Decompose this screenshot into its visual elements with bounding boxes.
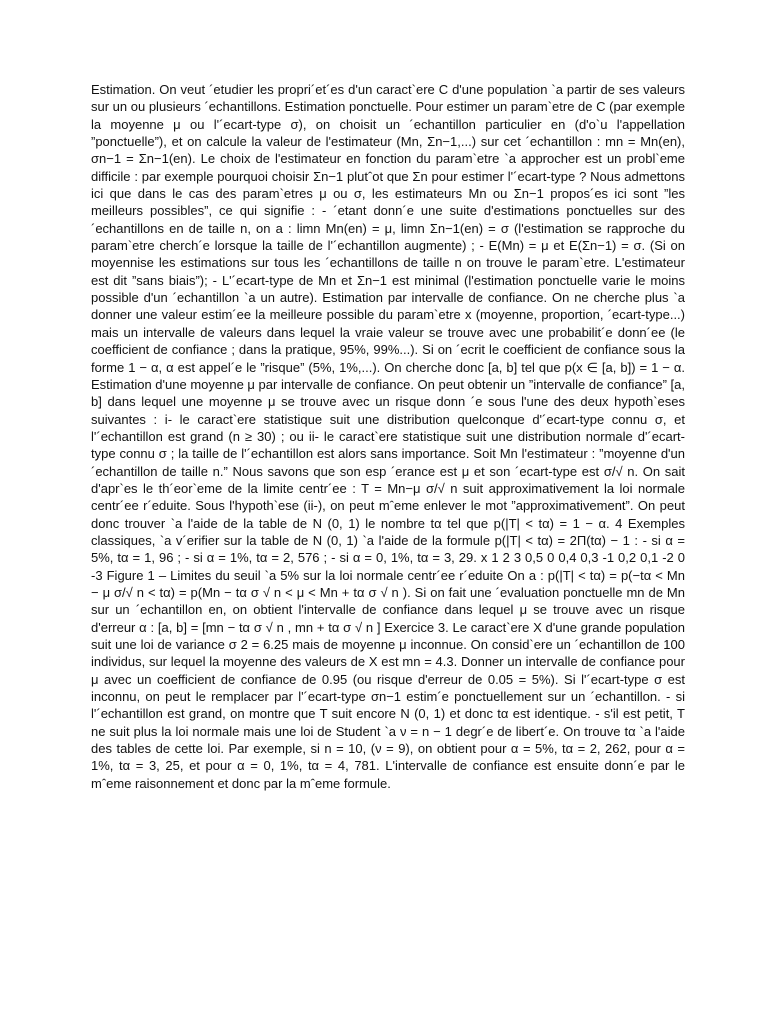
body-paragraph: Estimation. On veut ´etudier les propri´et´es d'un caract`ere C d'une population `a partir de ses valeurs sur un ou plusieurs ´echantillons. Estimation ponctuelle. Pour estimer un param`etre de C (par exemple la moyenne μ ou l'´ecart-type σ), on choisit un ´echantillon particulier en (d'o`u l'appellation ”ponctuelle”), et on calcule la valeur de l'estimateur (Mn, Σn−1,...) sur cet ´echantillon : mn = Mn(en), σn−1 = Σn−1(en). Le choix de l'estimateur en fonction du param`etre `a approcher est un probl`eme difficile : par exemple pourquoi choisir Σn−1 plutˆot que Σn pour estimer l'´ecart-type ? Nous admettons ici que dans le cas des param`etres μ ou σ, les estimateurs Mn ou Σn−1 propos´es ici sont ”les meilleurs possibles”, ce qui signifie : - ´etant donn´e une suite d'estimations ponctuelles sur des ´echantillons en de taille n, on a : limn Mn(en) = μ, limn Σn−1(en) = σ (l'estimation se rapproche du param`etre cherch´e lorsque la taille de l'´echantillon augmente) ; - E(Mn) = μ et E(Σn−1) = σ. (Si on moyennise les estimations sur tous les ´echantillons de taille n on trouve le param`etre. L'estimateur est dit ”sans biais”); - L'´ecart-type de Mn et Σn−1 est minimal (l'estimation ponctuelle varie le moins possible d'un ´echantillon `a un autre). Estimation par intervalle de confiance. On ne cherche plus `a donner une valeur estim´ee la meilleure possible du param`etre x (moyenne, proportion, ´ecart-type...) mais un intervalle de valeurs dans lequel la vraie valeur se trouve avec une probabilit´e donn´ee (le coefficient de confiance ; dans la pratique, 95%, 99%...). Si on ´ecrit le coefficient de confiance sous la forme 1 − α, α est appel´e le ”risque” (5%, 1%,...). On cherche donc [a, b] tel que p(x ∈ [a, b]) = 1 − α. Estimation d'une moyenne μ par intervalle de confiance. On peut obtenir un ”intervalle de confiance” [a, b] dans lequel une moyenne μ se trouve avec un risque donn ´e sous l'une des deux hypoth`eses suivantes : i- le caract`ere statistique suit une distribution quelconque d'´ecart-type connu σ, et l'´echantillon est grand (n ≥ 30) ; ou ii- le caract`ere statistique suit une distribution normale d'´ecart-type connu σ ; la taille de l'´echantillon est alors sans importance. Soit Mn l'estimateur : ”moyenne d'un ´echantillon de taille n.” Nous savons que son esp ´erance est μ et son ´ecart-type est σ/√ n. On sait d'apr`es le th´eor`eme de la limite centr´ee : T = Mn−μ σ/√ n suit approximativement la loi normale centr´ee r´eduite. Sous l'hypoth`ese (ii-), on peut mˆeme enlever le mot ”approximativement”. On peut donc trouver `a l'aide de la table de N (0, 1) le nombre tα tel que p(|T| < tα) = 1 − α. 4 Exemples classiques, `a v´erifier sur la table de N (0, 1) `a l'aide de la formule p(|T| < tα) = 2Π(tα) − 1 : - si α = 5%, tα = 1, 96 ; - si α = 1%, tα = 2, 576 ; - si α = 0, 1%, tα = 3, 29. x 1 2 3 0,5 0 0,4 0,3 -1 0,2 0,1 -2 0 -3 Figure 1 – Limites du seuil `a 5% sur la loi normale centr´ee r´eduite On a : p(|T| < tα) = p(−tα < Mn − μ σ/√ n < tα) = p(Mn − tα σ √ n < μ < Mn + tα σ √ n ). Si on fait une ´evaluation ponctuelle mn de Mn sur un ´echantillon en, on obtient l'intervalle de confiance dans lequel μ se trouve avec un risque d'erreur α : [a, b] = [mn − tα σ √ n , mn + tα σ √ n ] Exercice 3. Le caract`ere X d'une grande population suit une loi de variance σ 2 = 6.25 mais de moyenne μ inconnue. On consid`ere un ´echantillon de 100 individus, sur lequel la moyenne des valeurs de X est mn = 4.3. Donner un intervalle de confiance pour μ avec un coefficient de confiance de 0.95 (ou risque d'erreur de 0.05 = 5%). Si l'´ecart-type σ est inconnu, on peut le remplacer par l'´ecart-type σn−1 estim´e ponctuellement sur un ´echantillon. - si l'´echantillon est grand, on montre que T suit encore N (0, 1) et donc tα est identique. - s'il est petit, T ne suit plus la loi normale mais une loi de Student `a ν = n − 1 degr´e de libert´e. On trouve tα `a l'aide des tables de cette loi. Par exemple, si n = 10, (ν = 9), on obtient pour α = 5%, tα = 2, 262, pour α = 1%, tα = 3, 25, et pour α = 0, 1%, tα = 4, 781. L'intervalle de confiance est ensuite donn´e par le mˆeme raisonnement et donc par la mˆeme formule.	[91, 82, 685, 791]
